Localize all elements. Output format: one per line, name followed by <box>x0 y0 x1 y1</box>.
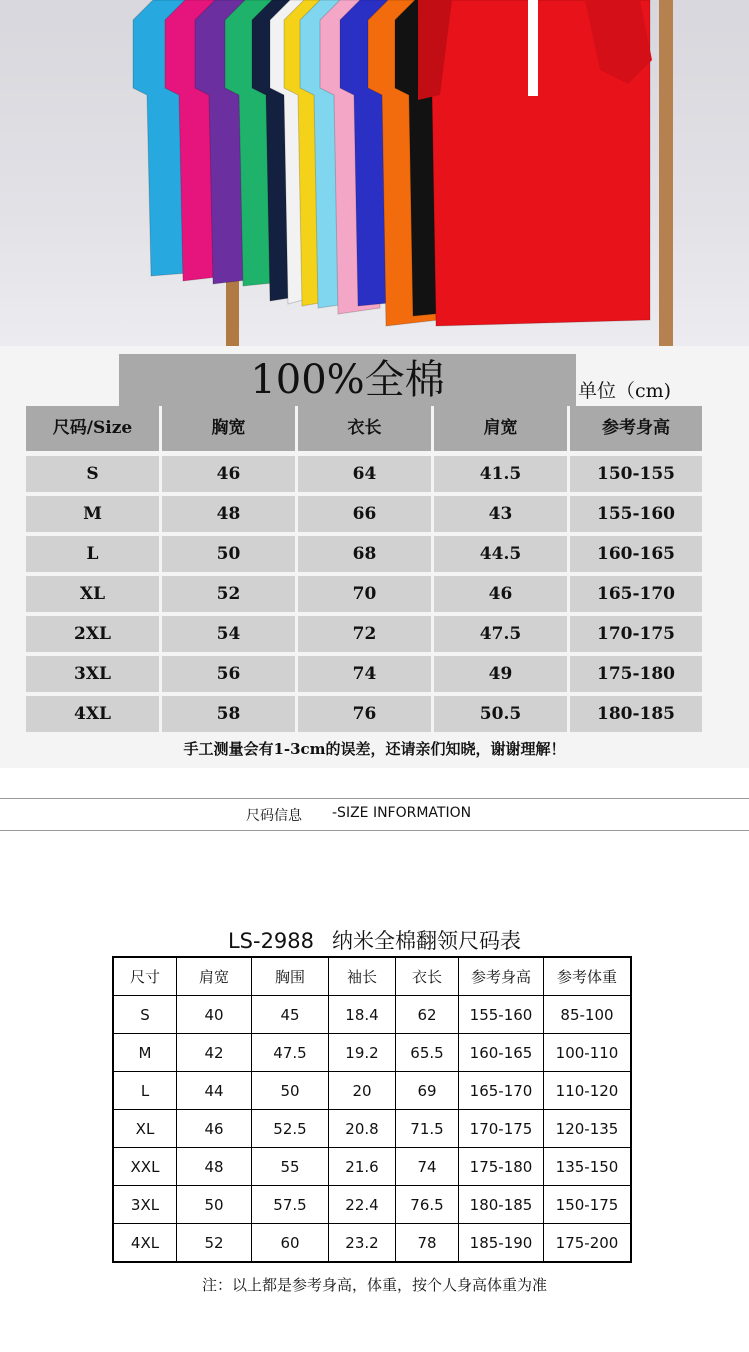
size-cell: XL <box>26 576 159 612</box>
value-cell: 69 <box>396 1072 459 1110</box>
size-cell: M <box>26 496 159 532</box>
value-cell: 155-160 <box>459 996 544 1034</box>
value-cell: 48 <box>162 496 295 532</box>
value-cell: 120-135 <box>544 1110 632 1148</box>
value-cell: 135-150 <box>544 1148 632 1186</box>
value-cell: 70 <box>298 576 431 612</box>
header-cell: 参考身高 <box>459 957 544 996</box>
value-cell: 76.5 <box>396 1186 459 1224</box>
value-cell: 46 <box>434 576 567 612</box>
value-cell: 165-170 <box>570 576 702 612</box>
header-cell: 尺寸 <box>113 957 177 996</box>
table-row <box>113 1186 631 1224</box>
header-cell: 肩宽 <box>434 406 567 451</box>
value-cell: 74 <box>396 1148 459 1186</box>
size-cell: L <box>26 536 159 572</box>
value-cell: 40 <box>177 996 252 1034</box>
header-cell: 袖长 <box>329 957 396 996</box>
value-cell: 155-160 <box>570 496 702 532</box>
value-cell: 65.5 <box>396 1034 459 1072</box>
size-info-label-zh: 尺码信息 <box>246 808 302 824</box>
value-cell: 180-185 <box>570 696 702 732</box>
size-table-2 <box>112 956 632 1263</box>
value-cell: 19.2 <box>329 1034 396 1072</box>
value-cell: 175-180 <box>459 1148 544 1186</box>
value-cell: 170-175 <box>570 616 702 652</box>
unit-label: 单位（cm) <box>578 380 672 402</box>
table-header-row <box>113 957 631 996</box>
polo-shirts-photo <box>0 0 749 346</box>
value-cell: 175-200 <box>544 1224 632 1263</box>
header-cell: 参考体重 <box>544 957 632 996</box>
value-cell: 23.2 <box>329 1224 396 1263</box>
value-cell: 52 <box>177 1224 252 1263</box>
value-cell: 43 <box>434 496 567 532</box>
size-cell: XL <box>113 1110 177 1148</box>
table-row <box>113 1034 631 1072</box>
header-cell: 胸宽 <box>162 406 295 451</box>
value-cell: 50 <box>252 1072 329 1110</box>
table-row <box>113 1110 631 1148</box>
size-cell: S <box>26 456 159 492</box>
size-cell: 3XL <box>26 656 159 692</box>
colored-polo-shirts-photo <box>0 0 749 346</box>
value-cell: 42 <box>177 1034 252 1072</box>
size-cell: M <box>113 1034 177 1072</box>
size-info-label-en: -SIZE INFORMATION <box>332 805 472 821</box>
value-cell: 49 <box>434 656 567 692</box>
table-row <box>113 1072 631 1110</box>
table-row <box>113 1224 631 1263</box>
value-cell: 150-155 <box>570 456 702 492</box>
value-cell: 175-180 <box>570 656 702 692</box>
value-cell: 78 <box>396 1224 459 1263</box>
value-cell: 50.5 <box>434 696 567 732</box>
value-cell: 21.6 <box>329 1148 396 1186</box>
size-information-bar <box>0 798 749 831</box>
value-cell: 160-165 <box>570 536 702 572</box>
value-cell: 44.5 <box>434 536 567 572</box>
shirt-tag <box>528 0 538 96</box>
value-cell: 54 <box>162 616 295 652</box>
wooden-post <box>659 0 673 346</box>
value-cell: 41.5 <box>434 456 567 492</box>
size-chart-title <box>0 925 749 955</box>
value-cell: 57.5 <box>252 1186 329 1224</box>
value-cell: 58 <box>162 696 295 732</box>
value-cell: 55 <box>252 1148 329 1186</box>
value-cell: 20 <box>329 1072 396 1110</box>
fabric-banner: 100%全棉 <box>119 354 576 406</box>
header-cell: 胸围 <box>252 957 329 996</box>
value-cell: 110-120 <box>544 1072 632 1110</box>
value-cell: 52 <box>162 576 295 612</box>
value-cell: 100-110 <box>544 1034 632 1072</box>
size-cell: 4XL <box>113 1224 177 1263</box>
value-cell: 52.5 <box>252 1110 329 1148</box>
size-table-section <box>0 346 749 768</box>
size-cell: 2XL <box>26 616 159 652</box>
value-cell: 46 <box>162 456 295 492</box>
value-cell: 160-165 <box>459 1034 544 1072</box>
value-cell: 22.4 <box>329 1186 396 1224</box>
table-row <box>113 1148 631 1186</box>
header-cell: 尺码/Size <box>26 406 159 451</box>
value-cell: 68 <box>298 536 431 572</box>
header-cell: 衣长 <box>396 957 459 996</box>
size-cell: 3XL <box>113 1186 177 1224</box>
value-cell: 44 <box>177 1072 252 1110</box>
value-cell: 72 <box>298 616 431 652</box>
value-cell: 170-175 <box>459 1110 544 1148</box>
size-cell: L <box>113 1072 177 1110</box>
value-cell: 50 <box>162 536 295 572</box>
header-cell: 衣长 <box>298 406 431 451</box>
reference-note: 注：以上都是参考身高，体重，按个人身高体重为准 <box>201 1276 547 1294</box>
value-cell: 46 <box>177 1110 252 1148</box>
value-cell: 150-175 <box>544 1186 632 1224</box>
value-cell: 56 <box>162 656 295 692</box>
value-cell: 180-185 <box>459 1186 544 1224</box>
value-cell: 62 <box>396 996 459 1034</box>
model-number: LS-2988 <box>227 929 315 953</box>
value-cell: 50 <box>177 1186 252 1224</box>
table-row <box>113 996 631 1034</box>
value-cell: 45 <box>252 996 329 1034</box>
size-cell: S <box>113 996 177 1034</box>
value-cell: 71.5 <box>396 1110 459 1148</box>
value-cell: 47.5 <box>252 1034 329 1072</box>
size-cell: 4XL <box>26 696 159 732</box>
header-cell: 参考身高 <box>570 406 702 451</box>
value-cell: 60 <box>252 1224 329 1263</box>
value-cell: 165-170 <box>459 1072 544 1110</box>
value-cell: 74 <box>298 656 431 692</box>
size-cell: XXL <box>113 1148 177 1186</box>
value-cell: 64 <box>298 456 431 492</box>
measurement-note: 手工测量会有1-3cm的误差，还请亲们知晓，谢谢理解！ <box>183 740 566 758</box>
value-cell: 185-190 <box>459 1224 544 1263</box>
header-cell: 肩宽 <box>177 957 252 996</box>
value-cell: 47.5 <box>434 616 567 652</box>
value-cell: 66 <box>298 496 431 532</box>
chart-title: 纳米全棉翻领尺码表 <box>332 929 522 953</box>
value-cell: 20.8 <box>329 1110 396 1148</box>
value-cell: 76 <box>298 696 431 732</box>
value-cell: 48 <box>177 1148 252 1186</box>
value-cell: 18.4 <box>329 996 396 1034</box>
value-cell: 85-100 <box>544 996 632 1034</box>
